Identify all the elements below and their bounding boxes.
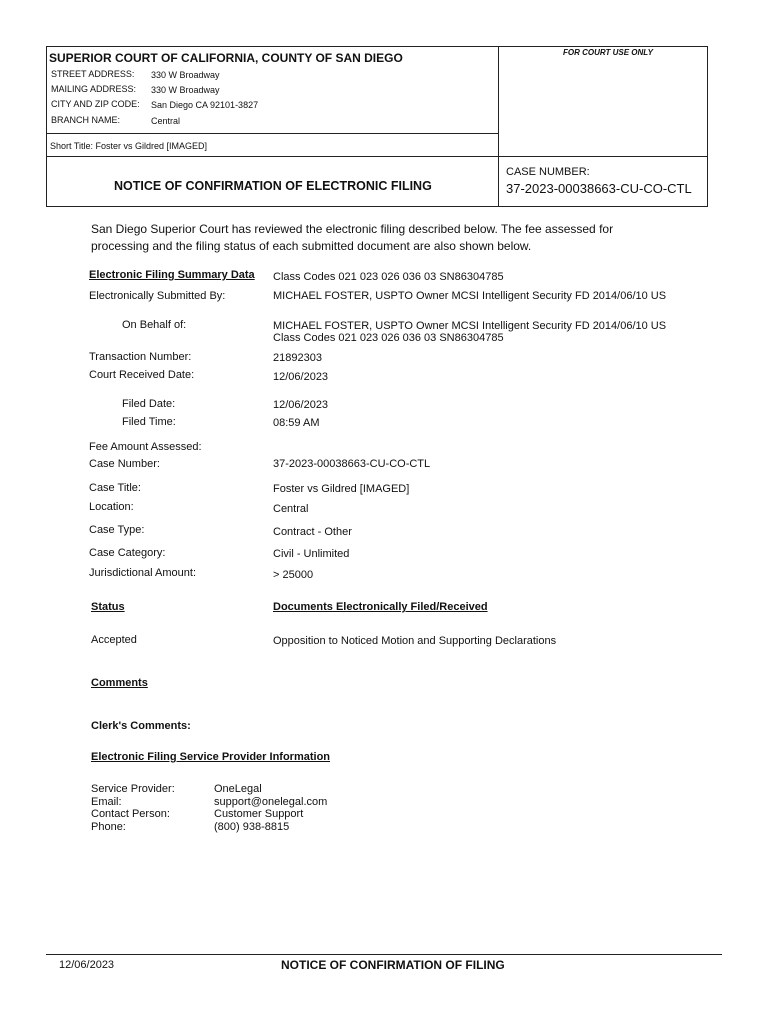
- case-title-value: Foster vs Gildred [IMAGED]: [273, 483, 410, 495]
- header-divider-vertical: [498, 46, 499, 207]
- case-type-label: Case Type:: [89, 524, 145, 536]
- mailing-address-value: 330 W Broadway: [151, 85, 220, 95]
- email-value[interactable]: support@onelegal.com: [214, 796, 328, 808]
- case-number-value: 37-2023-00038663-CU-CO-CTL: [506, 181, 692, 196]
- for-court-use-label: FOR COURT USE ONLY: [563, 48, 653, 57]
- footer-title: NOTICE OF CONFIRMATION OF FILING: [281, 958, 505, 972]
- location-label: Location:: [89, 501, 134, 513]
- case-number-label: CASE NUMBER:: [506, 166, 590, 178]
- summary-class-codes: Class Codes 021 023 026 036 03 SN86304785: [273, 271, 504, 283]
- case-number-row-label: Case Number:: [89, 458, 160, 470]
- phone-label: Phone:: [91, 821, 126, 833]
- on-behalf-label: On Behalf of:: [122, 319, 187, 331]
- comments-heading: Comments: [91, 677, 148, 689]
- filed-time-value: 08:59 AM: [273, 417, 320, 429]
- documents-heading: Documents Electronically Filed/Received: [273, 601, 488, 613]
- document-status: Accepted: [91, 634, 137, 646]
- city-zip-value: San Diego CA 92101-3827: [151, 100, 259, 110]
- summary-heading: Electronic Filing Summary Data: [89, 269, 255, 281]
- on-behalf-line2: Class Codes 021 023 026 036 03 SN86304785: [273, 332, 504, 344]
- case-type-value: Contract - Other: [273, 526, 352, 538]
- jurisdictional-amount-value: > 25000: [273, 569, 314, 581]
- service-provider-value: OneLegal: [214, 783, 262, 795]
- status-heading: Status: [91, 601, 125, 613]
- case-category-label: Case Category:: [89, 547, 166, 559]
- header-divider-short-title: [46, 156, 708, 157]
- court-received-date-value: 12/06/2023: [273, 371, 329, 383]
- city-zip-label: CITY AND ZIP CODE:: [51, 99, 140, 109]
- fee-amount-label: Fee Amount Assessed:: [89, 441, 202, 453]
- filed-date-value: 12/06/2023: [273, 399, 329, 411]
- case-title-label: Case Title:: [89, 482, 141, 494]
- jurisdictional-amount-label: Jurisdictional Amount:: [89, 567, 196, 579]
- document-name: Opposition to Noticed Motion and Supporting Declarations: [273, 635, 557, 647]
- filed-date-label: Filed Date:: [122, 398, 176, 410]
- transaction-number-value: 21892303: [273, 352, 322, 364]
- branch-name-value: Central: [151, 116, 181, 126]
- submitted-by-value: MICHAEL FOSTER, USPTO Owner MCSI Intelligent Security FD 2014/06/10 US: [273, 290, 667, 302]
- on-behalf-line1: MICHAEL FOSTER, USPTO Owner MCSI Intelligent Security FD 2014/06/10 US: [273, 320, 667, 332]
- mailing-address-label: MAILING ADDRESS:: [51, 84, 137, 94]
- provider-heading: Electronic Filing Service Provider Information: [91, 751, 331, 763]
- contact-person-label: Contact Person:: [91, 808, 170, 820]
- clerk-comments-label: Clerk's Comments:: [91, 720, 191, 732]
- short-title: Short Title: Foster vs Gildred [IMAGED]: [50, 141, 208, 151]
- court-name: SUPERIOR COURT OF CALIFORNIA, COUNTY OF SAN DIEGO: [49, 51, 403, 65]
- location-value: Central: [273, 503, 309, 515]
- notice-title: NOTICE OF CONFIRMATION OF ELECTRONIC FILING: [114, 179, 432, 193]
- email-label: Email:: [91, 796, 122, 808]
- service-provider-label: Service Provider:: [91, 783, 175, 795]
- case-category-value: Civil - Unlimited: [273, 548, 350, 560]
- footer-date: 12/06/2023: [59, 959, 115, 971]
- court-received-date-label: Court Received Date:: [89, 369, 195, 381]
- submitted-by-label: Electronically Submitted By:: [89, 290, 226, 302]
- contact-person-value: Customer Support: [214, 808, 304, 820]
- transaction-number-label: Transaction Number:: [89, 351, 192, 363]
- header-divider-address: [46, 133, 498, 134]
- phone-value: (800) 938-8815: [214, 821, 290, 833]
- street-address-value: 330 W Broadway: [151, 70, 220, 80]
- case-number-row-value: 37-2023-00038663-CU-CO-CTL: [273, 458, 431, 470]
- branch-name-label: BRANCH NAME:: [51, 115, 121, 125]
- footer-rule: [46, 954, 722, 955]
- street-address-label: STREET ADDRESS:: [51, 69, 135, 79]
- filed-time-label: Filed Time:: [122, 416, 176, 428]
- intro-paragraph: San Diego Superior Court has reviewed the electronic filing described below. The fee assessed for processing and the filing status of each submitted document are also shown below.: [91, 222, 614, 253]
